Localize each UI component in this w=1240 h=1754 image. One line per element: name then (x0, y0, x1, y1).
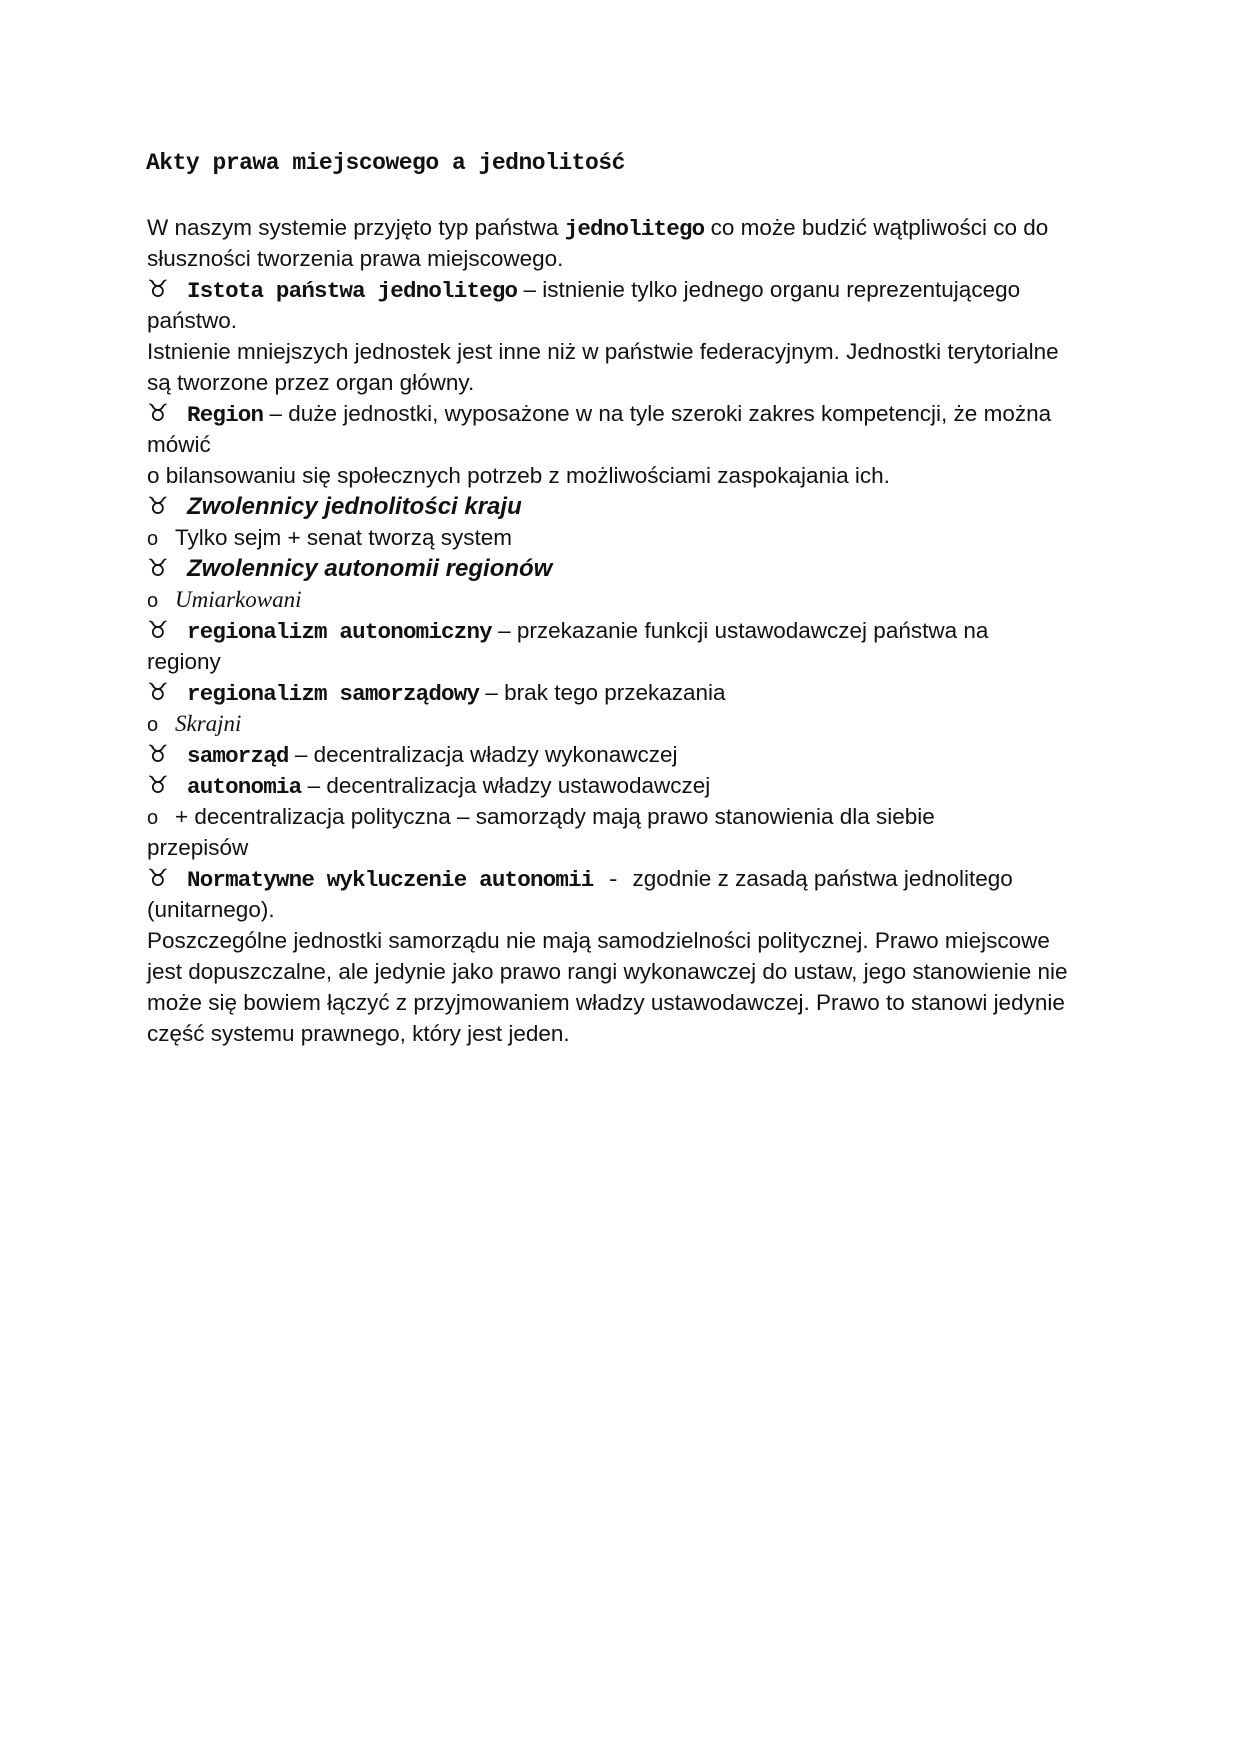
list-item (147, 274, 1097, 305)
text-run: + decentralizacja polityczna – samorządy mają prawo stanowienia dla siebie (175, 804, 935, 829)
text-run: – istnienie tylko jednego organu reprezentującego (517, 277, 1021, 302)
text-run: co może budzić wątpliwości co do (704, 215, 1049, 240)
term: regionalizm samorządowy (187, 681, 480, 707)
text-run: – przekazanie funkcji ustawodawczej państwa na (491, 618, 989, 643)
list-item (147, 770, 1097, 801)
taurus-bullet-icon: ♉ (147, 492, 169, 520)
text-line: o bilansowaniu się społecznych potrzeb z możliwościami zaspokajania ich. (147, 463, 890, 488)
text-line: jest dopuszczalne, ale jedynie jako prawo rangi wykonawczej do ustaw, jego stanowienie nie (147, 959, 1068, 984)
section-heading: Zwolennicy jednolitości kraju (187, 493, 522, 520)
text-line: część systemu prawnego, który jest jeden. (147, 1021, 570, 1046)
term: Normatywne wykluczenie autonomii (187, 867, 594, 893)
list-item (147, 491, 1097, 522)
text-line: mówić (147, 432, 211, 457)
term: regionalizm autonomiczny (187, 619, 492, 645)
list-item (147, 398, 1097, 429)
text-run: – decentralizacja władzy ustawodawczej (301, 773, 711, 798)
taurus-bullet-icon: ♉ (147, 771, 169, 799)
taurus-bullet-icon: ♉ (147, 864, 169, 892)
list-item (147, 708, 1097, 739)
circle-bullet-icon: o (147, 714, 159, 736)
term: autonomia (187, 774, 302, 800)
list-item (147, 677, 1097, 708)
text-line: może się bowiem łączyć z przyjmowaniem władzy ustawodawczej. Prawo to stanowi jedynie (147, 990, 1065, 1015)
list-item (147, 584, 1097, 615)
document-body (147, 212, 1097, 1049)
list-item (147, 615, 1097, 646)
text-line: są tworzone przez organ główny. (147, 370, 475, 395)
term: samorząd (187, 743, 289, 769)
text-line: (unitarnego). (147, 897, 275, 922)
text-run: Umiarkowani (175, 587, 302, 612)
list-item (147, 863, 1097, 894)
taurus-bullet-icon: ♉ (147, 399, 169, 427)
taurus-bullet-icon: ♉ (147, 616, 169, 644)
dash: - (593, 867, 633, 893)
text-line (147, 212, 1097, 243)
taurus-bullet-icon: ♉ (147, 275, 169, 303)
circle-bullet-icon: o (147, 528, 159, 550)
text-run: Tylko sejm + senat tworzą system (175, 525, 512, 550)
term: jednolitego (564, 216, 705, 242)
text-line: regiony (147, 649, 221, 674)
text-line: Poszczególne jednostki samorządu nie mają samodzielności politycznej. Prawo miejscowe (147, 928, 1050, 953)
text-run: zgodnie z zasadą państwa jednolitego (632, 866, 1013, 891)
term: Region (187, 402, 264, 428)
text-run: – brak tego przekazania (479, 680, 726, 705)
text-line: przepisów (147, 835, 249, 860)
section-heading: Zwolennicy autonomii regionów (187, 555, 553, 582)
text-run: – duże jednostki, wyposażone w na tyle szeroki zakres kompetencji, że można (263, 401, 1052, 426)
text-line: państwo. (147, 308, 238, 333)
list-item (147, 739, 1097, 770)
circle-bullet-icon: o (147, 590, 159, 612)
page-title: Akty prawa miejscowego a jednolitość (146, 150, 625, 176)
taurus-bullet-icon: ♉ (147, 678, 169, 706)
term: Istota państwa jednolitego (187, 278, 518, 304)
list-item (147, 553, 1097, 584)
text-line: Istnienie mniejszych jednostek jest inne niż w państwie federacyjnym. Jednostki terytorialne (147, 339, 1059, 364)
text-line: słuszności tworzenia prawa miejscowego. (147, 246, 564, 271)
list-item (147, 801, 1097, 832)
text-run: Skrajni (175, 711, 242, 736)
list-item (147, 522, 1097, 553)
taurus-bullet-icon: ♉ (147, 554, 169, 582)
text-run: W naszym systemie przyjęto typ państwa (147, 215, 565, 240)
taurus-bullet-icon: ♉ (147, 740, 169, 768)
text-run: – decentralizacja władzy wykonawczej (288, 742, 678, 767)
circle-bullet-icon: o (147, 807, 159, 829)
